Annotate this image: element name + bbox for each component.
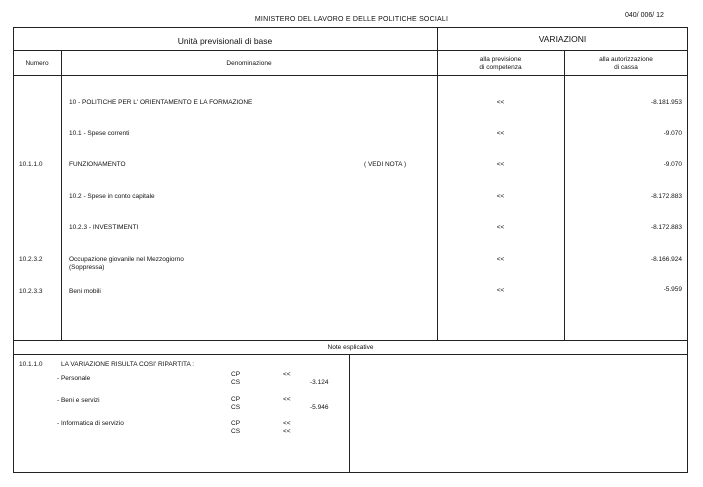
row-cassa: -9.070 — [663, 161, 682, 168]
group-variazioni: VARIAZIONI — [538, 34, 587, 44]
rule-header-bottom — [13, 75, 688, 76]
row-competenza: << — [496, 99, 505, 106]
note-cs-value: -3.124 — [310, 379, 329, 386]
row-denominazione: Occupazione giovanile nel Mezzogiorno (Soppressa) — [69, 256, 184, 271]
note-cs-value: << — [283, 428, 291, 435]
note-cp-label: CP — [231, 396, 241, 403]
note-cp-value: << — [283, 371, 291, 378]
row-denominazione: FUNZIONAMENTO — [69, 161, 126, 168]
note-cp-label: CP — [231, 420, 241, 427]
row-numero: 10.2.3.3 — [19, 288, 43, 295]
row-cassa: -8.166.924 — [650, 256, 682, 263]
note-cp-value: << — [283, 420, 291, 427]
col-cassa-header: alla autorizzazione di cassa — [599, 56, 653, 71]
note-cs-label: CS — [231, 379, 241, 386]
row-competenza: << — [496, 161, 505, 168]
note-item-label: - Beni e servizi — [57, 397, 100, 404]
row-denominazione: 10.2.3 - INVESTIMENTI — [69, 224, 139, 231]
document-frame — [13, 27, 688, 473]
note-cs-value: -5.946 — [310, 404, 329, 411]
row-note-ref: ( VEDI NOTA ) — [364, 161, 407, 168]
notes-heading: LA VARIAZIONE RISULTA COSI' RIPARTITA : — [61, 361, 195, 368]
row-denominazione: 10.1 - Spese correnti — [69, 130, 130, 137]
note-item-label: - Informatica di servizio — [57, 420, 124, 427]
col-denominazione-header: Denominazione — [226, 60, 272, 67]
row-competenza: << — [496, 193, 505, 200]
note-cp-label: CP — [231, 371, 241, 378]
row-cassa: -8.172.883 — [650, 193, 682, 200]
row-competenza: << — [496, 130, 505, 137]
row-cassa: -9.070 — [663, 130, 682, 137]
page-code: 040/ 006/ 12 — [625, 12, 664, 19]
group-unita-previsionali: Unità previsionali di base — [177, 36, 273, 46]
note-item-label: - Personale — [57, 375, 91, 382]
row-competenza: << — [496, 287, 505, 294]
row-numero: 10.2.3.2 — [19, 256, 43, 263]
row-cassa: -8.172.883 — [650, 224, 682, 231]
row-denominazione: 10.2 - Spese in conto capitale — [69, 193, 155, 200]
col-numero-header: Numero — [25, 60, 49, 67]
rule-notes-split — [349, 354, 350, 473]
note-cs-label: CS — [231, 404, 241, 411]
row-cassa: -8.181.953 — [650, 99, 682, 106]
col-competenza-header: alla previsione di competenza — [479, 56, 522, 71]
rule-table-bottom — [13, 340, 688, 341]
note-cp-value: << — [283, 396, 291, 403]
rule-notes-title — [13, 354, 688, 355]
ministry-title: MINISTERO DEL LAVORO E DELLE POLITICHE SOCIALI — [254, 16, 449, 23]
note-cs-label: CS — [231, 428, 241, 435]
row-denominazione: 10 - POLITICHE PER L' ORIENTAMENTO E LA FORMAZIONE — [69, 99, 253, 106]
row-cassa: -5.959 — [663, 286, 682, 293]
row-competenza: << — [496, 224, 505, 231]
notes-ref: 10.1.1.0 — [19, 361, 43, 368]
row-competenza: << — [496, 256, 505, 263]
rule-col-numero — [61, 50, 62, 340]
row-denominazione: Beni mobili — [69, 288, 101, 295]
row-numero: 10.1.1.0 — [19, 161, 43, 168]
rule-header-top — [13, 50, 688, 51]
notes-title: Note esplicative — [327, 344, 374, 351]
